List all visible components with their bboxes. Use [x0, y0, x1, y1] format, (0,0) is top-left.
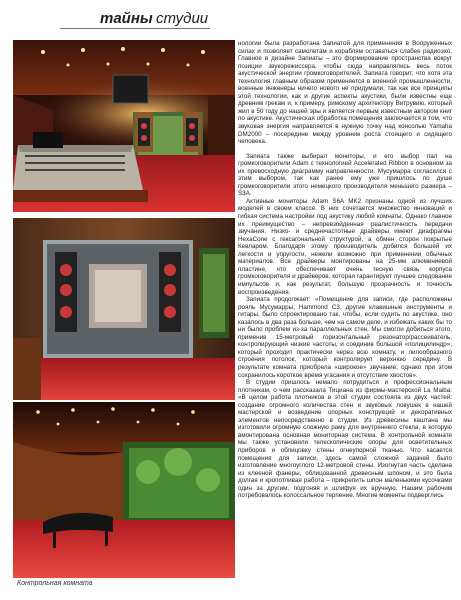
article-column — [238, 40, 452, 598]
monitor-wall-photo — [13, 218, 235, 400]
photo-caption: Контрольная комната — [17, 580, 93, 587]
control-room-photo — [13, 40, 235, 212]
section-title-bold: тайны — [100, 10, 153, 27]
article-paragraph: нологии была разработана Запиатой для применения в Вооруженных силах и позволяет самолетам и кораблям оставаться слабее радиоэхо. Главное в дизайне Запиаты – это формирование пространства вокруг позиции звукорежиссера, чтобы сюда направлялись весь поток акустической энергии громкоговорителей. Запиата говорит, что хотя эта технология главным образом применяется в военной промышленности, военные инженеры ничего нового не придумали, так как все принципы этой технологии, как и другие аспекты акустики, были известны еще древним грекам и, к примеру, римскому архитектору Витрувию, который жил в 50 году до нашей эры и является первым известным автором книг по акустике. Акустическая обработка помещения заключается в том, что звуковая энергия направляется в нужную точку над консолью Yamaha DM2000 – посередине между уровнем роста стоящего и сидящего человека. — [238, 40, 452, 146]
article-paragraph: В студии пришлось немало потрудиться и профессиональным плотникам, о чем рассказала Тициана из фирмы-мастерской La Maiba: «В целом работа плотников в этой студии состояла из двух частей: создание огромного количества стен и звуковых ловушек в нашей мастерской и возведение опорных конструкций и декоративных элементов непосредственно в студии. Из древесины каштана мы изготовили огромную сложную раму для внутреннего стекла, в которую вмонтирована основная мониторная система. В контрольной комнате мы также установили телескопические опоры для осветительных приборов и облицовку стены огнеупорной тканью. Что касается помещения для записи, здесь самой сложной задачей было изготовление многоуглого 12-метровой стены. Изогнутая часть сделана из клееной фанеры, облицованной древесным шпоном, и это была долгая и кропотливая работа – прикрепить шпон маленькими кусочками один за другим, подгоняя и шлифуя их вручную. Нашим рабочим потребовалось колоссальное терпение. Многие моменты подверглись — [238, 379, 452, 500]
section-header — [60, 6, 210, 29]
article-paragraph: Запиата также выбирал мониторы, и его выбор пал на громкоговорители Adam с технологией Accelerated Ribbon в основном за их превосходную диаграмму направленности. Мусумарра согласился с этим выбором, так как ранее ему уже пришлось по душе громкоговорители этого немецкого производителя меньшего размера – S3A. — [238, 152, 452, 198]
recording-room-photo — [13, 402, 235, 578]
article-paragraph: Запиата продолжает: «Помещение для записи, где расположены рояль Мусумарры, Hammond C3, другие клавишные инструменты и гитары, было спроектировано так, чтобы, если судить по акустике, оно казалось в два раза больше, чем на самом деле, и избежать каких бы то ни было проблем из-за параллельных стен. Мы смогли добиться этого, применив 15-метровый горизонтальный резонатор/рассеиватель, контролирующий низкие частоты, и соединив большой «полицилиндр», который проходит практически через всю комнату, и лилообразного строения потолок, который контролирует верхнюю середину. В результате комната приобрела «широкое» звучание, однако при этом сохранилось короткое время угасания и отсутствие хвостов». — [238, 296, 452, 379]
article-paragraph: Активные мониторы Adam S6A MK2 признаны одной из лучших моделей в своем классе. В них сочетается множество инноваций и гибкая система настройки под акустику любой комнаты. Однако главное их преимущество – непревзойденная реалистичность передачи звучания. Низко- и среднечастотные драйверы имеют диафрагмы HexaCone с гексагональной структурой, а обмен сторон покрытые Кевларом. Благодаря этому производитель добился большей их легкости и упругости, нежели возможно при применении обычных материалов. Все драйверы монтированы на 25-мм алюминиевой пластине, что обеспечивает очень тесную связь корпуса громкоговорителя и драйверов, которая гарантирует лучшее следование импульсов и, как результат, большую прозрачность и точность воспроизведения. — [238, 197, 452, 296]
section-title-light: студии — [156, 10, 209, 27]
